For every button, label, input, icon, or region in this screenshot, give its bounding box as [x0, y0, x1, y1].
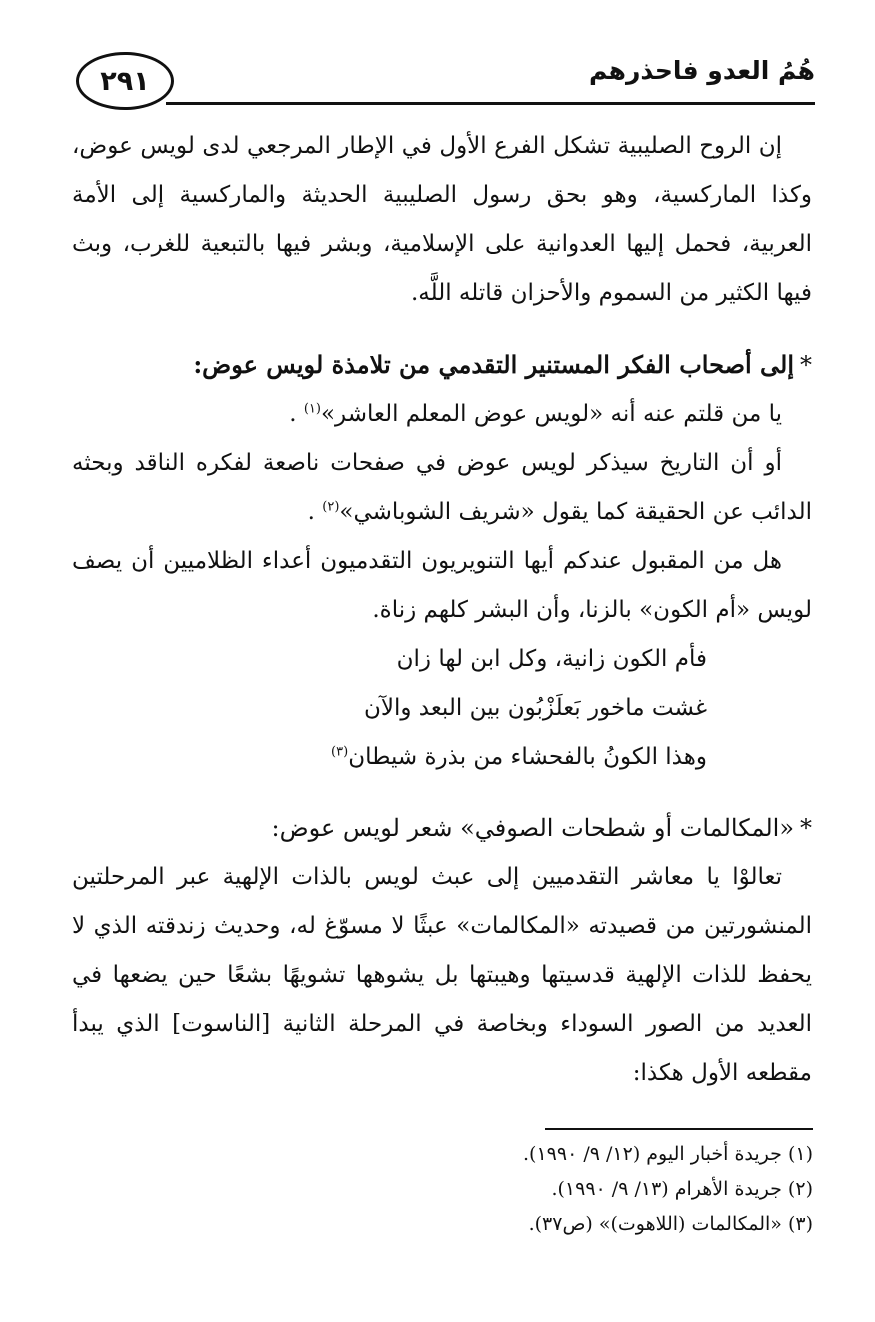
page-body	[72, 122, 812, 1098]
verse-line-3	[72, 733, 707, 782]
paragraph-history	[72, 439, 812, 537]
paragraph-intro: إن الروح الصليبية تشكل الفرع الأول في الإطار المرجعي لدى لويس عوض، وكذا الماركسية، وهو بحق رسول الصليبية الحديثة والماركسية إلى الأمة العربية، فحمل إليها العدوانية على الإسلامية، وبشر فيها بالتبعية للغرب، وبث فيها الكثير من السموم والأحزان قاتله اللَّه.	[72, 133, 812, 306]
header-rule	[166, 102, 815, 105]
section-heading-1	[72, 340, 812, 390]
quote-line-text: يا من قلتم عنه أنه «لويس عوض المعلم العاشر»	[320, 401, 782, 427]
verse-block	[72, 635, 812, 782]
spacer	[72, 318, 812, 340]
paragraph-quote-line	[72, 390, 812, 439]
footnote-1: (١) جريدة أخبار اليوم (١٢/ ٩/ ١٩٩٠).	[523, 1143, 813, 1165]
footnote-marker-3: (٣)	[331, 744, 349, 760]
footnote-separator	[545, 1128, 813, 1130]
running-title: هُمُ العدو فاحذرهم	[589, 56, 815, 85]
footnote-2: (٢) جريدة الأهرام (١٣/ ٩/ ١٩٩٠).	[551, 1178, 813, 1200]
paragraph-mukalamat: تعالوْا يا معاشر التقدميين إلى عبث لويس بالذات الإلهية عبر المرحلتين المنشورتين من قصيدته «المكالمات» عبثًا لا مسوّغ له، وحديث زندقته الذي لا يحفظ للذات الإلهية قدسيتها وهيبتها بل يشوهها تشويهًا بشعًا حين يضعها في العديد من الصور السوداء وبخاصة في المرحلة الثانية [الناسوت] الذي يبدأ مقطعه الأول هكذا:	[72, 864, 812, 1086]
verse-line-1: فأم الكون زانية، وكل ابن لها زان	[396, 646, 707, 672]
footnote-3: (٣) «المكالمات (اللاهوت)» (ص٣٧).	[528, 1213, 813, 1235]
spacer	[72, 782, 812, 804]
section-heading-1-text: إلى أصحاب الفكر المستنير التقدمي من تلامذة لويس عوض:	[193, 350, 794, 379]
paragraph-question: هل من المقبول عندكم أيها التنويريون التقدميون أعداء الظلاميين أن يصف لويس «أم الكون» بالزنا، وأن البشر كلهم زناة.	[72, 548, 812, 623]
history-end: .	[307, 499, 323, 525]
bullet-star: *	[800, 351, 812, 379]
footnotes	[73, 1137, 813, 1242]
history-text: أو أن التاريخ سيذكر لويس عوض في صفحات ناصعة لفكره الناقد وبحثه الدائب عن الحقيقة كما يقول «شريف الشوباشي»	[72, 450, 812, 525]
verse-line-3-text: وهذا الكونُ بالفحشاء من بذرة شيطان	[348, 744, 707, 770]
verse-line-2: غشت ماخور بَعلَزْبُون بين البعد والآن	[363, 695, 707, 721]
section-heading-2	[72, 804, 812, 853]
quote-line-end: .	[289, 401, 304, 427]
page-header	[70, 50, 815, 112]
page-number: ٢٩١	[76, 52, 174, 110]
section-heading-2-text: «المكالمات أو شطحات الصوفي» شعر لويس عوض:	[271, 814, 794, 842]
footnote-marker-2: (٢)	[322, 499, 340, 515]
footnote-marker-1: (١)	[303, 401, 321, 417]
bullet-star: *	[800, 814, 812, 842]
